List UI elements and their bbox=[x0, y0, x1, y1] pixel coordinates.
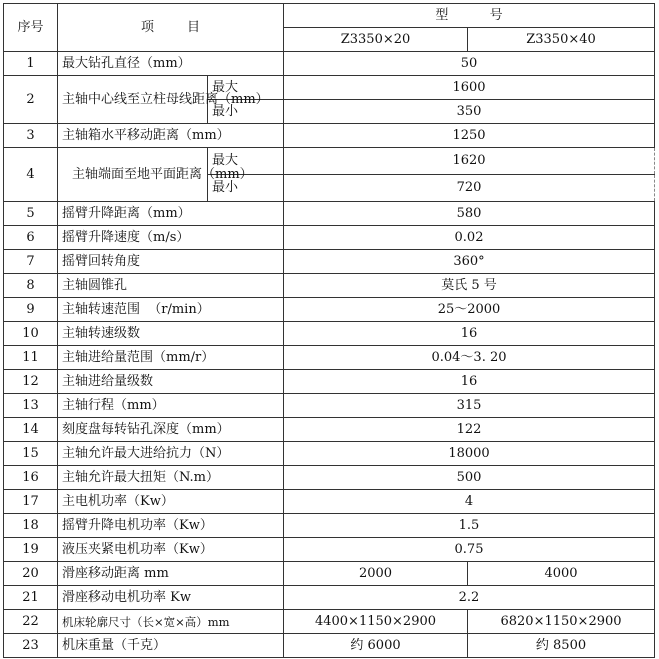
table-row bbox=[4, 298, 655, 322]
row-number: 5 bbox=[4, 202, 58, 226]
row-item: 机床重量（千克） bbox=[58, 634, 284, 658]
table-row bbox=[4, 370, 655, 394]
table-row bbox=[4, 490, 655, 514]
row-value: 莫氏 5 号 bbox=[284, 274, 655, 298]
table-row bbox=[4, 124, 655, 148]
row-number: 3 bbox=[4, 124, 58, 148]
row-number: 13 bbox=[4, 394, 58, 418]
row-item: 主电机功率（Kw） bbox=[58, 490, 284, 514]
row-value-b: 4000 bbox=[468, 562, 655, 586]
table-row bbox=[4, 538, 655, 562]
row-sub-min: 最小 bbox=[208, 175, 284, 202]
table-row bbox=[4, 148, 655, 175]
row-number: 11 bbox=[4, 346, 58, 370]
row-number: 6 bbox=[4, 226, 58, 250]
row-item: 主轴圆锥孔 bbox=[58, 274, 284, 298]
row-value-max: 1620 bbox=[284, 148, 655, 175]
row-value-max: 1600 bbox=[284, 76, 655, 100]
row-item: 主轴进给量级数 bbox=[58, 370, 284, 394]
row-value: 500 bbox=[284, 466, 655, 490]
row-value: 18000 bbox=[284, 442, 655, 466]
row-value-min: 350 bbox=[284, 100, 655, 124]
row-number: 9 bbox=[4, 298, 58, 322]
row-item: 主轴箱水平移动距离（mm） bbox=[58, 124, 284, 148]
row-item: 摇臂升降距离（mm） bbox=[58, 202, 284, 226]
row-sub-max: 最大 bbox=[208, 76, 284, 100]
row-item: 主轴行程（mm） bbox=[58, 394, 284, 418]
row-value: 16 bbox=[284, 370, 655, 394]
table-row bbox=[4, 250, 655, 274]
table-row bbox=[4, 562, 655, 586]
table-row bbox=[4, 466, 655, 490]
row-item: 摇臂回转角度 bbox=[58, 250, 284, 274]
row-number: 7 bbox=[4, 250, 58, 274]
row-value: 0.04～3. 20 bbox=[284, 346, 655, 370]
row-number: 15 bbox=[4, 442, 58, 466]
row-item: 滑座移动距离 mm bbox=[58, 562, 284, 586]
row-item: 主轴端面至地平面距离（mm） bbox=[58, 148, 208, 202]
row-item: 主轴进给量范围（mm/r） bbox=[58, 346, 284, 370]
table-row bbox=[4, 346, 655, 370]
row-item: 主轴转速范围 （r/min） bbox=[58, 298, 284, 322]
header-item: 项 目 bbox=[58, 4, 284, 52]
row-value: 315 bbox=[284, 394, 655, 418]
table-row bbox=[4, 418, 655, 442]
header-row bbox=[4, 4, 655, 28]
table-row bbox=[4, 394, 655, 418]
table-row bbox=[4, 442, 655, 466]
row-number: 8 bbox=[4, 274, 58, 298]
row-value: 0.02 bbox=[284, 226, 655, 250]
row-item: 主轴中心线至立柱母线距离（mm） bbox=[58, 76, 208, 124]
row-number: 21 bbox=[4, 586, 58, 610]
row-item: 最大钻孔直径（mm） bbox=[58, 52, 284, 76]
table-row bbox=[4, 610, 655, 634]
row-number: 23 bbox=[4, 634, 58, 658]
row-sub-min: 最小 bbox=[208, 100, 284, 124]
row-value: 1.5 bbox=[284, 514, 655, 538]
row-value: 25～2000 bbox=[284, 298, 655, 322]
header-model-b: Z3350×40 bbox=[468, 28, 655, 52]
row-value: 0.75 bbox=[284, 538, 655, 562]
row-item: 滑座移动电机功率 Kw bbox=[58, 586, 284, 610]
row-number: 19 bbox=[4, 538, 58, 562]
row-item: 摇臂升降电机功率（Kw） bbox=[58, 514, 284, 538]
header-model-a: Z3350×20 bbox=[284, 28, 468, 52]
table-row bbox=[4, 76, 655, 100]
row-item: 刻度盘每转钻孔深度（mm） bbox=[58, 418, 284, 442]
row-value-b: 约 8500 bbox=[468, 634, 655, 658]
row-number: 10 bbox=[4, 322, 58, 346]
row-value: 122 bbox=[284, 418, 655, 442]
row-value: 16 bbox=[284, 322, 655, 346]
table-row bbox=[4, 202, 655, 226]
header-model: 型 号 bbox=[284, 4, 655, 28]
row-value: 360° bbox=[284, 250, 655, 274]
row-item: 摇臂升降速度（m/s） bbox=[58, 226, 284, 250]
row-value-a: 2000 bbox=[284, 562, 468, 586]
row-number: 14 bbox=[4, 418, 58, 442]
table-row bbox=[4, 586, 655, 610]
row-number: 16 bbox=[4, 466, 58, 490]
header-seq: 序号 bbox=[4, 4, 58, 52]
row-number: 20 bbox=[4, 562, 58, 586]
table-row bbox=[4, 274, 655, 298]
row-value: 50 bbox=[284, 52, 655, 76]
row-item: 液压夹紧电机功率（Kw） bbox=[58, 538, 284, 562]
table-row bbox=[4, 226, 655, 250]
row-value: 580 bbox=[284, 202, 655, 226]
row-number: 2 bbox=[4, 76, 58, 124]
row-item: 主轴允许最大进给抗力（N） bbox=[58, 442, 284, 466]
row-number: 17 bbox=[4, 490, 58, 514]
row-number: 22 bbox=[4, 610, 58, 634]
row-value-min: 720 bbox=[284, 175, 655, 202]
row-item: 主轴转速级数 bbox=[58, 322, 284, 346]
row-number: 4 bbox=[4, 148, 58, 202]
row-value: 2.2 bbox=[284, 586, 655, 610]
row-item: 机床轮廓尺寸（长×宽×高）mm bbox=[58, 610, 284, 634]
table-row bbox=[4, 634, 655, 658]
row-value-b: 6820×1150×2900 bbox=[468, 610, 655, 634]
row-number: 18 bbox=[4, 514, 58, 538]
row-value: 4 bbox=[284, 490, 655, 514]
spec-table bbox=[3, 3, 655, 658]
row-sub-max: 最大 bbox=[208, 148, 284, 175]
table-row bbox=[4, 322, 655, 346]
table-row bbox=[4, 514, 655, 538]
row-number: 1 bbox=[4, 52, 58, 76]
row-item: 主轴允许最大扭矩（N.m） bbox=[58, 466, 284, 490]
row-value-a: 约 6000 bbox=[284, 634, 468, 658]
table-row bbox=[4, 52, 655, 76]
row-number: 12 bbox=[4, 370, 58, 394]
row-value: 1250 bbox=[284, 124, 655, 148]
row-value-a: 4400×1150×2900 bbox=[284, 610, 468, 634]
